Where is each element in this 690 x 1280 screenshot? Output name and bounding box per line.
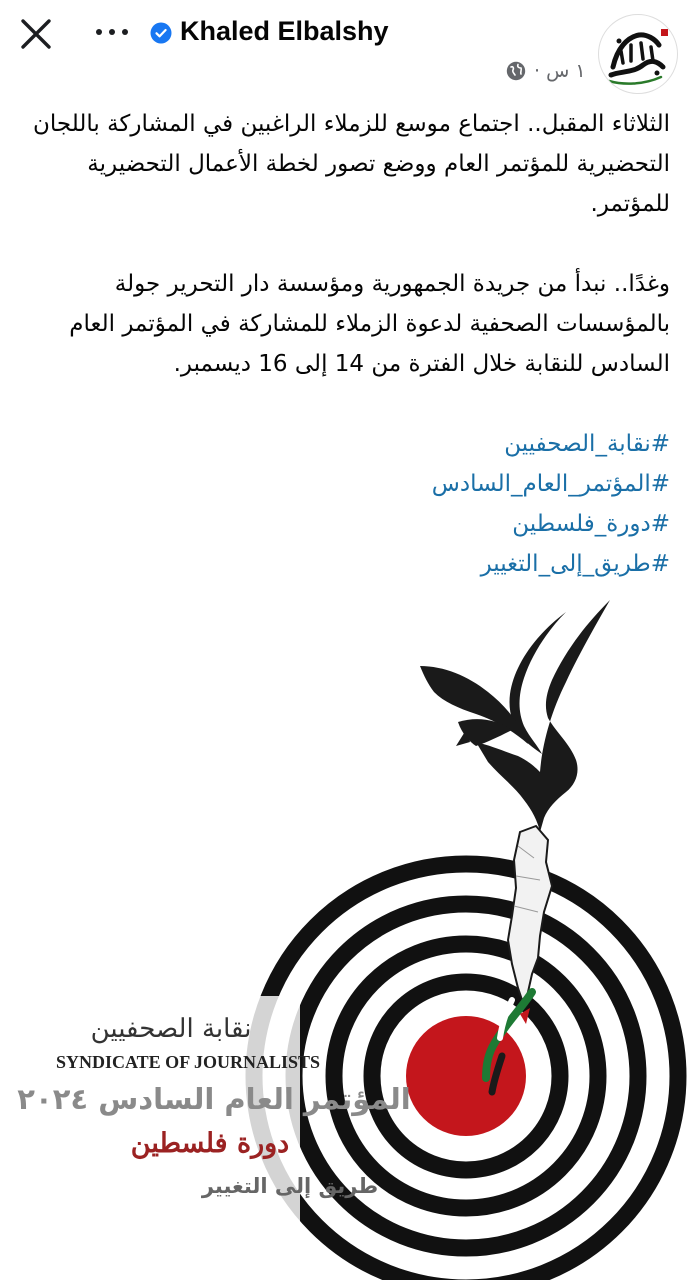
post-meta [506,60,586,82]
post-timestamp[interactable]: ١ س · [534,60,586,82]
more-options-dot [122,29,128,35]
post-paragraph-1: الثلاثاء المقبل.. اجتماع موسع للزملاء الراغبين في المشاركة باللجان التحضيرية للمؤتمر العام ووضع تصور لخطة الأعمال التحضيرية للمؤتمر. [33,111,670,217]
verified-badge-icon [150,22,172,44]
avatar[interactable] [598,14,678,94]
close-icon [18,16,54,52]
hashtag-sixth-conference[interactable]: #المؤتمر_العام_السادس [431,471,670,497]
globe-icon [506,61,526,81]
syndicate-arabic-logo-text: نقابة الصحفيين [90,1014,252,1044]
hashtag-list [10,424,670,584]
palestine-calligraphy-logo [599,15,677,93]
post-body [10,104,670,584]
hashtag-palestine-edition[interactable]: #دورة_فلسطين [512,511,670,537]
dove-icon [420,600,610,832]
post-header [0,0,690,100]
syndicate-english-name: SYNDICATE OF JOURNALISTS [56,1052,321,1072]
close-button[interactable] [18,16,54,52]
more-options-dot [109,29,115,35]
conference-edition: دورة فلسطين [130,1128,290,1159]
conference-title: المؤتمر العام السادس ٢٠٢٤ [17,1082,411,1116]
conference-slogan: طريق إلى التغيير [201,1174,379,1198]
author-name[interactable]: Khaled Elbalshy [180,16,389,46]
more-options-icon [96,29,102,35]
post-image[interactable] [0,596,690,1280]
hashtag-syndicate[interactable]: #نقابة_الصحفيين [504,431,670,457]
target-center [406,1016,526,1136]
more-options-button[interactable] [92,22,132,42]
post-paragraph-2: وغدًا.. نبدأ من جريدة الجمهورية ومؤسسة دار التحرير جولة بالمؤسسات الصحفية لدعوة الزملاء للمشاركة في المؤتمر العام السادس للنقابة خلال الفترة من 14 إلى 16 ديسمبر. [69,271,670,377]
hashtag-road-to-change[interactable]: #طريق_إلى_التغيير [480,551,670,577]
